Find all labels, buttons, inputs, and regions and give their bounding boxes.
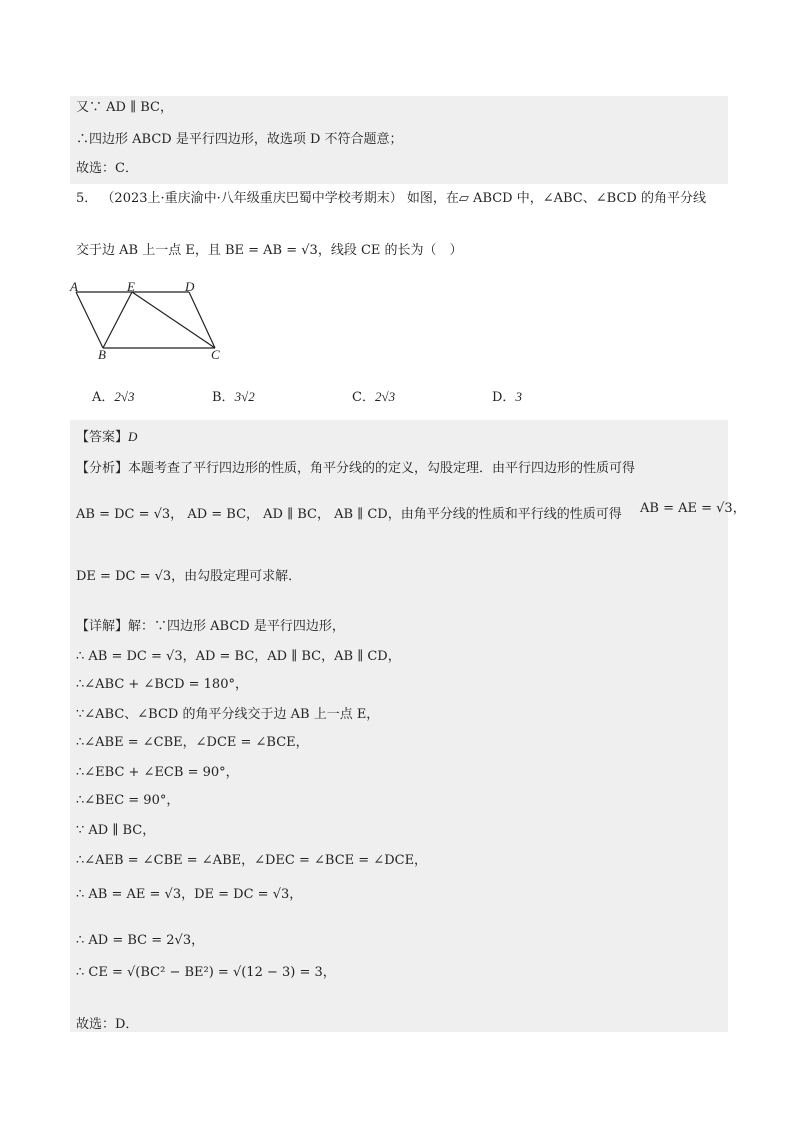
parallelogram-figure [66, 282, 246, 362]
detail-line-9: ∴ AB = AE = √3，DE = DC = √3， [76, 887, 303, 902]
question-stem-1: 如图，在▱ ABCD 中，∠ABC、∠BCD 的角平分线 [406, 191, 706, 206]
option-b[interactable]: B．3√2 [212, 389, 255, 405]
detail-line-11: ∴ CE = √(BC² − BE²) = √(12 − 3) = 3， [76, 965, 336, 980]
detail-line-5: ∴∠EBC + ∠ECB = 90°， [76, 765, 239, 780]
segment-BE [103, 292, 132, 348]
detail-line-10: ∴ AD = BC = 2√3， [76, 933, 205, 948]
detail-header: 【详解】解：∵四边形 ABCD 是平行四边形， [76, 619, 345, 634]
answer-line [76, 428, 137, 447]
analysis-line-2-end: AB = AE = √3， [640, 501, 746, 516]
prev-solution-line-2: ∴四边形 ABCD 是平行四边形，故选项 D 不符合题意； [76, 132, 403, 147]
point-A-label: A [70, 282, 78, 294]
detail-line-8: ∴∠AEB = ∠CBE = ∠ABE，∠DEC = ∠BCE = ∠DCE， [76, 853, 428, 868]
analysis-label: 【分析】 [76, 461, 129, 476]
detail-line-1: ∴ AB = DC = √3，AD = BC，AD ∥ BC，AB ∥ CD， [76, 649, 401, 664]
analysis-line-1: 【分析】本题考查了平行四边形的性质，角平分线的的定义，勾股定理．由平行四边形的性质可得 [76, 461, 636, 476]
detail-line-7: ∵ AD ∥ BC， [76, 823, 156, 838]
detail-line-3: ∵∠ABC、∠BCD 的角平分线交于边 AB 上一点 E， [76, 707, 380, 722]
point-C-label: C [211, 347, 220, 362]
option-c-value: 2√3 [374, 389, 396, 404]
analysis-line-2: AB = DC = √3， AD = BC， AD ∥ BC， AB ∥ CD，由角平分线的性质和平行线的性质可得 [76, 507, 622, 522]
option-a[interactable]: A．2√3 [92, 389, 135, 405]
question-header [76, 190, 706, 208]
detail-line-6: ∴∠BEC = 90°， [76, 793, 180, 808]
point-E-label: E [127, 282, 135, 294]
prev-solution-line-1: 又∵ AD ∥ BC， [76, 100, 173, 115]
option-c[interactable]: C．2√3 [352, 389, 396, 405]
question-source: （2023上·重庆渝中·八年级重庆巴蜀中学校考期末） [101, 191, 403, 206]
point-B-label: B [98, 347, 106, 362]
option-b-value: 3√2 [234, 389, 255, 404]
analysis-line-3: DE = DC = √3，由勾股定理可求解． [76, 569, 302, 584]
option-a-value: 2√3 [114, 389, 135, 404]
option-d[interactable]: D．3 [492, 389, 522, 405]
detail-line-4: ∴∠ABE = ∠CBE，∠DCE = ∠BCE， [76, 735, 309, 750]
question-stem-2: 交于边 AB 上一点 E，且 BE = AB = √3，线段 CE 的长为（ ） [76, 243, 463, 258]
option-d-value: 3 [515, 389, 522, 404]
prev-solution-line-3: 故选：C． [76, 161, 138, 176]
point-D-label: D [185, 282, 195, 294]
detail-line-12: 故选：D． [76, 1017, 139, 1032]
answer-label: 【答案】 [76, 430, 129, 445]
question-number: 5． [76, 191, 98, 206]
side-AB [76, 292, 103, 348]
detail-label: 【详解】 [76, 619, 129, 634]
detail-line-2: ∴∠ABC + ∠BCD = 180°， [76, 677, 248, 692]
answer-value: D [128, 429, 138, 444]
